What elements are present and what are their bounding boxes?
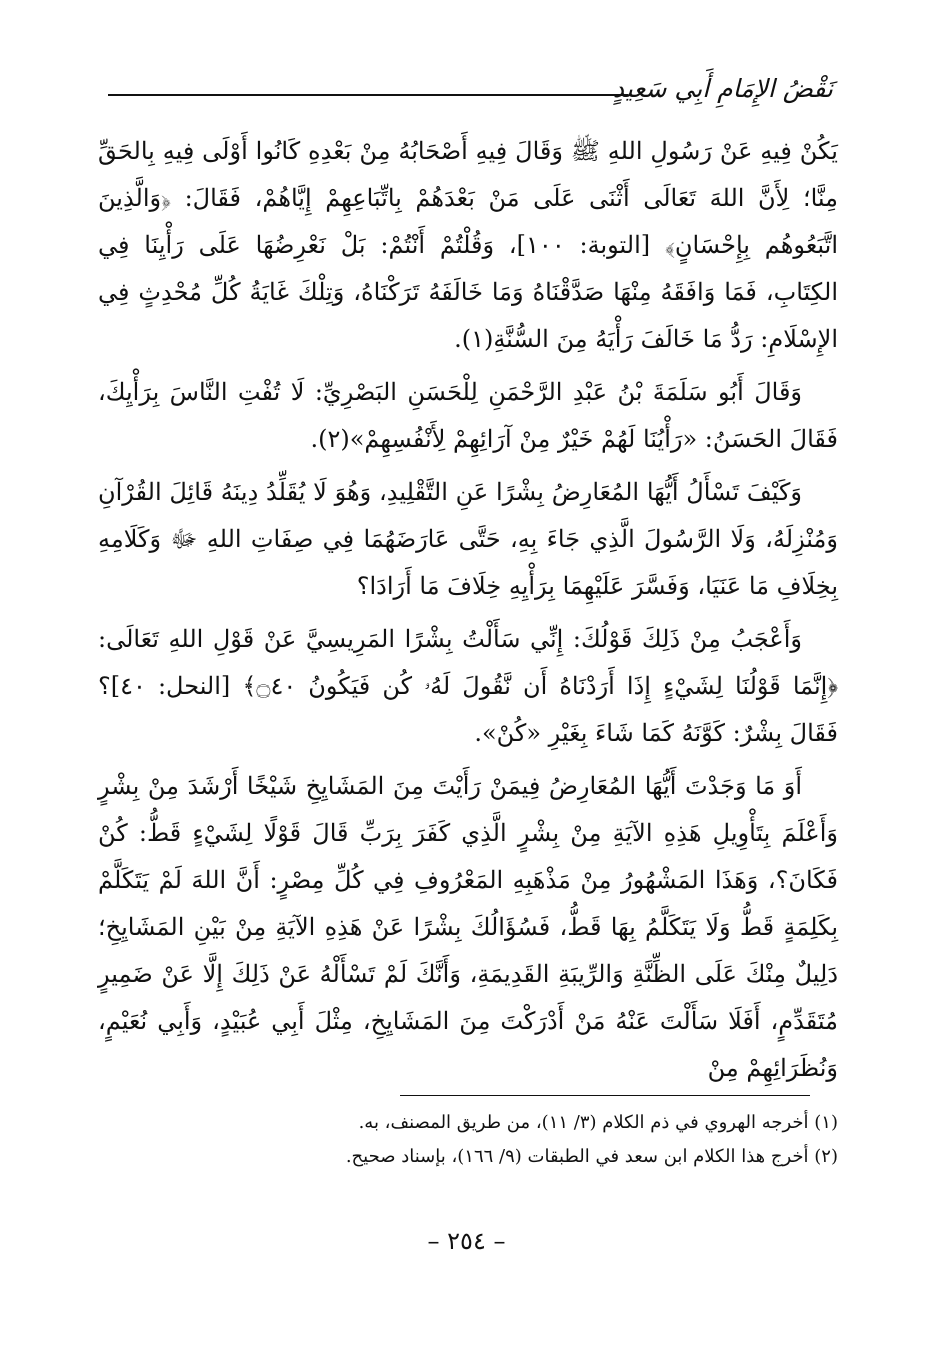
paragraph: وَكَيْفَ تَسْأَلُ أَيُّهَا المُعَارِضُ بِشْرًا عَنِ التَّقْلِيدِ، وَهُوَ لَا يُقَلِّدُ دِينَهُ قَائِلَ القُرْآنِ وَمُنْزِلَهُ، وَلَا الرَّسُولَ الَّذِي جَاءَ بِهِ، حَتَّى عَارَضَهُمَا فِي صِفَاتِ اللهِ ﷻ وَكَلَامِهِ بِخِلَافِ مَا عَنَيَا، وَفَسَّرَ عَلَيْهِمَا بِرَأْيِهِ خِلَافَ مَا أَرَادَا؟ [98,478,838,600]
paragraph: وَأَعْجَبُ مِنْ ذَلِكَ قَوْلُكَ: إِنِّي سَأَلْتُ بِشْرًا المَرِيسِيَّ عَنْ قَوْلِ اللهِ تَعَالَى: ﴿إِنَّمَا قَوْلُنَا لِشَيْءٍ إِذَا أَرَدْنَاهُ أَن نَّقُولَ لَهُۥ كُن فَيَكُونُ ۝٤٠﴾ [النحل: ٤٠]؟ فَقَالَ بِشْرٌ: كَوَّنَهُ كَمَا شَاءَ بِغَيْرِ «كُنْ». [98,625,838,747]
header-rule [108,94,628,96]
footnote-separator [400,1095,810,1096]
paragraph: وَقَالَ أَبُو سَلَمَةَ بْنُ عَبْدِ الرَّحْمَنِ لِلْحَسَنِ البَصْرِيِّ: لَا تُفْتِ النَّاسَ بِرَأْيِكَ، فَقَالَ الحَسَنُ: «رَأْيُنَا لَهُمْ خَيْرٌ مِنْ آرَائِهِمْ لِأَنْفُسِهِمْ»(٢). [98,378,838,453]
paragraph: أَوَ مَا وَجَدْتَ أَيُّهَا المُعَارِضُ فِيمَنْ رَأَيْتَ مِنَ المَشَايِخِ شَيْخًا أَرْشَدَ مِنْ بِشْرٍ وَأَعْلَمَ بِتَأْوِيلِ هَذِهِ الآيَةِ مِنْ بِشْرٍ الَّذِي كَفَرَ بِرَبِّ قَالَ قَوْلًا لِشَيْءٍ قَطُّ: كُنْ فَكَانَ؟، وَهَذَا المَشْهُورُ مِنْ مَذْهَبِهِ المَعْرُوفِ فِي كُلِّ مِصْرٍ: أَنَّ اللهَ لَمْ يَتَكَلَّمْ بِكَلِمَةٍ قَطُّ وَلَا يَتَكَلَّمُ بِهَا قَطُّ، فَسُؤَالُكَ بِشْرًا عَنْ هَذِهِ الآيَةِ مِنْ بَيْنِ المَشَايِخِ؛ دَلِيلٌ مِنْكَ عَلَى الظِّنَّةِ وَالرِّيبَةِ القَدِيمَةِ، وَأَنَّكَ لَمْ تَسْأَلْهُ عَنْ ذَلِكَ إِلَّا عَنْ ضَمِيرٍ مُتَقَدِّمٍ، أَفَلَا سَأَلْتَ عَنْهُ مَنْ أَدْرَكْتَ مِنَ المَشَايِخِ، مِثْلَ أَبِي عُبَيْدٍ، وَأَبِي نُعَيْمٍ، وَنُظَرَائِهِمْ مِنْ [98,772,839,1082]
footnotes [98,1106,838,1174]
main-text [98,128,838,1098]
header-title: نَقْضُ الإِمَامِ أَبِي سَعِيدٍ [612,74,833,103]
footnote-2: (٢) أخرج هذا الكلام ابن سعد في الطبقات (٩/ ١٦٦)، بإسناد صحيح. [345,1146,838,1167]
page-number: – ٢٥٤ – [427,1227,506,1255]
paragraph: يَكُنْ فِيهِ عَنْ رَسُولِ اللهِ ﷺ وَقَالَ فِيهِ أَصْحَابُهُ مِنْ بَعْدِهِ كَانُوا أَوْلَى فِيهِ بِالحَقِّ مِنَّا؛ لِأَنَّ اللهَ تَعَالَى أَثْنَى عَلَى مَنْ بَعْدَهُمْ بِاتِّبَاعِهِمْ إِيَّاهُمْ، فَقَالَ: ﴿وَالَّذِينَ اتَّبَعُوهُم بِإِحْسَانٍ﴾ [التوبة: ١٠٠]، وَقُلْتُمْ أَنْتُمْ: بَلْ نَعْرِضُهَا عَلَى رَأْيِنَا فِي الكِتَابِ، فَمَا وَافَقَهُ مِنْهَا صَدَّقْنَاهُ وَمَا خَالَفَهُ تَرَكْنَاهُ، وَتِلْكَ غَايَةُ كُلِّ مُحْدِثٍ فِي الإِسْلَامِ: رَدُّ مَا خَالَفَ رَأْيَهُ مِنَ السُّنَّةِ(١). [98,137,838,353]
footnote-1: (١) أخرجه الهروي في ذم الكلام (٣/ ١١)، من طريق المصنف، به. [358,1112,838,1133]
running-header [108,72,833,112]
